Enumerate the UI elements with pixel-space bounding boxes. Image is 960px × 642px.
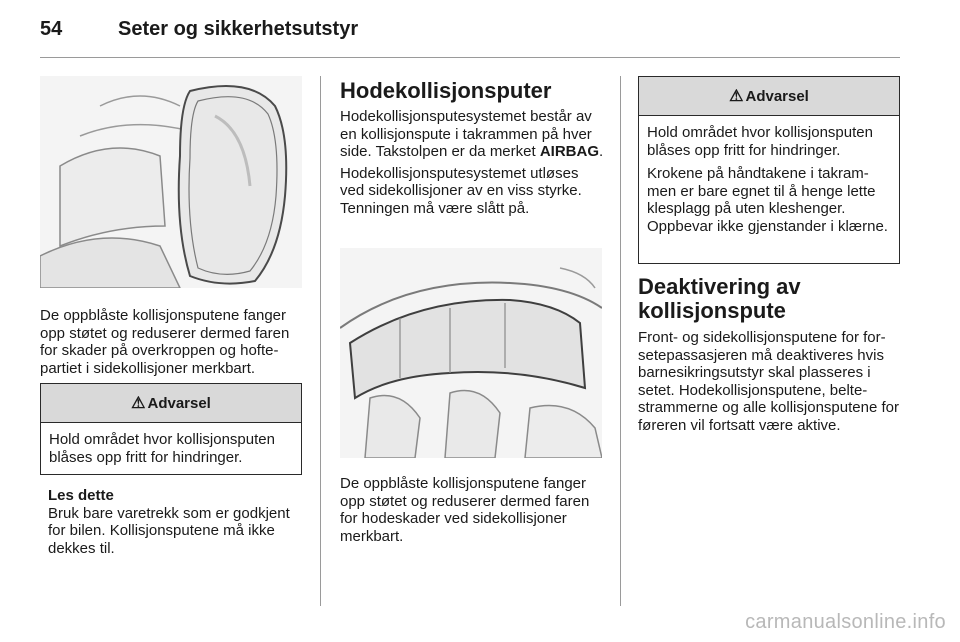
para1-text: Hodekollisjonsputesystemet består av en kollisjonspute i takrammen på hver side. Takstolpen er da merket bbox=[340, 108, 592, 160]
left-caption-text: De oppblåste kollisjonsputene fanger opp støtet og reduserer dermed faren for skader på overkroppen og hofte-partiet i sidekollisjoner merkbart. bbox=[40, 307, 290, 377]
curtain-airbag-para2: Hodekollisjonsputesystemet utløses ved sidekollisjoner av en viss styrke. Tenningen må være slått på. bbox=[340, 164, 582, 217]
column-divider-2 bbox=[620, 76, 621, 606]
curtain-airbag-para1 bbox=[340, 108, 606, 161]
side-airbag-drawing bbox=[40, 76, 302, 288]
curtain-airbag-drawing bbox=[340, 248, 602, 458]
left-warning-box bbox=[40, 383, 302, 475]
column-divider-1 bbox=[320, 76, 321, 606]
right-warning-box bbox=[638, 76, 900, 264]
note-title: Les dette bbox=[48, 487, 114, 504]
deactivation-text: Front- og sidekollisjonsputene for for-setepassasjeren må deaktiveres hvis barnesikringsutstyr skal plasseres i setet. Hodekollisjonsputene, belte-strammerne og alle kollisjonsputene for føreren vil fortsatt være aktive. bbox=[638, 329, 899, 434]
left-warning-text: Hold området hvor kollisjonsputen blåses opp fritt for hindringer. bbox=[49, 431, 275, 466]
curtain-airbag-heading: Hodekollisjonsputer bbox=[340, 78, 552, 103]
right-warning-header bbox=[639, 77, 899, 116]
curtain-airbag-illustration bbox=[340, 248, 602, 458]
para1-end: . bbox=[599, 143, 604, 160]
note-text: Bruk bare varetrekk som er godkjent for bilen. Kollisjonsputene må ikke dekkes til. bbox=[48, 504, 290, 557]
side-airbag-illustration bbox=[40, 76, 302, 288]
right-warning-body bbox=[639, 116, 899, 241]
right-warning-text1: Hold området hvor kollisjonsputen blåses opp fritt for hindringer. bbox=[647, 124, 873, 159]
watermark: carmanualsonline.info bbox=[745, 611, 946, 633]
left-caption bbox=[40, 307, 306, 377]
left-warning-body bbox=[41, 423, 301, 472]
page-number: 54 bbox=[40, 18, 63, 40]
middle-column bbox=[340, 78, 606, 217]
page-title: Seter og sikkerhetsutstyr bbox=[118, 18, 359, 40]
right-warning-title: Advarsel bbox=[745, 87, 809, 105]
deactivation-heading: Deaktivering av kollisjonspute bbox=[638, 274, 801, 323]
left-warning-title: Advarsel bbox=[147, 394, 211, 412]
airbag-label: AIRBAG bbox=[539, 143, 600, 160]
right-column bbox=[638, 275, 904, 434]
header-divider bbox=[40, 57, 900, 58]
right-warning-text2: Krokene på håndtakene i takram-men er bare egnet til å henge lette klesplagg på uten kleshenger. Oppbevar ikke gjenstander i klærne. bbox=[647, 165, 888, 235]
warning-triangle-icon: ⚠ bbox=[131, 395, 146, 412]
middle-caption-text: De oppblåste kollisjonsputene fanger opp støtet og reduserer dermed faren for hodeskader ved sidekollisjoner merkbart. bbox=[340, 475, 590, 545]
warning-triangle-icon: ⚠ bbox=[729, 88, 744, 105]
left-note bbox=[48, 487, 306, 557]
middle-caption bbox=[340, 475, 606, 545]
left-warning-header bbox=[41, 384, 301, 423]
